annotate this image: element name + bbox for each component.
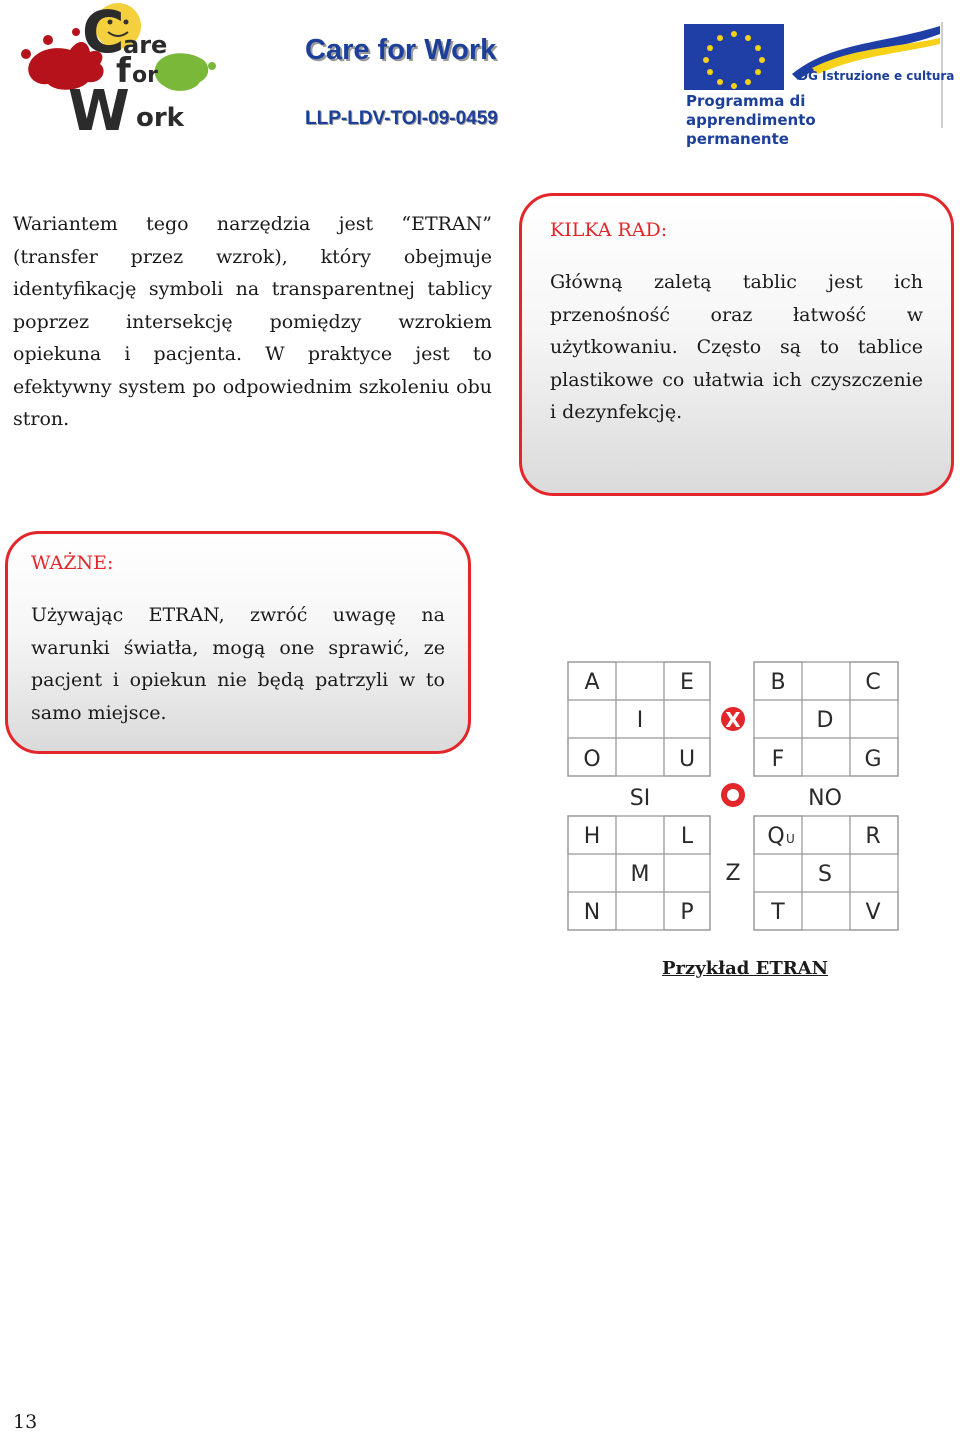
etran-letter: I [636,708,644,733]
etran-o-marker-icon [724,786,742,804]
header-title: Care for Work [305,34,497,66]
page-number: 13 [13,1411,38,1433]
etran-letter: A [584,670,600,695]
care-for-work-logo [18,0,218,140]
tips-heading: KILKA RAD: [550,219,668,241]
intro-paragraph: Wariantem tego narzędzia jest “ETRAN” (transfer przez wzrok), który obejmuje identyfikację symboli na transparentnej tablicy poprzez intersekcję pomiędzy wzrokiem opiekuna i pacjenta. W praktyce jest to efektywny system po odpowiednim szkoleniu obu stron. [13,213,492,430]
important-heading: WAŻNE: [31,552,114,574]
logo-letter-f: f [116,51,131,91]
project-code: LLP-LDV-TOI-09-0459 [305,108,498,129]
etran-board [566,660,904,932]
programme-line-1: Programma di apprendimento [686,92,816,129]
figure-caption: Przykład ETRAN [662,958,829,979]
programme-line-2: permanente [686,130,789,148]
etran-letter: R [865,824,881,849]
etran-letter: M [630,862,650,887]
etran-letter: T [771,900,785,925]
logo-text-or: or [132,63,158,88]
logo-text-are: are [123,31,168,59]
logo-letter-w: W [68,79,130,140]
etran-letter: Z [725,861,741,886]
etran-letter: Q [767,824,785,849]
logo-letter-c: C [82,0,125,66]
etran-letter: G [864,747,882,772]
etran-letter: V [865,900,881,925]
etran-letter: D [816,708,834,733]
etran-letter-subscript: U [786,832,795,846]
etran-letter: P [680,900,694,925]
important-text: Używając ETRAN, zwróć uwagę na warunki światła, mogą one sprawić, ze pacjent i opiekun nie będą patrzyli w to samo miejsce. [31,604,445,724]
etran-letter: F [771,747,785,772]
etran-letter: S [818,862,832,887]
etran-letter: O [583,747,601,772]
etran-letter: L [680,824,694,849]
etran-no-label: NO [808,786,842,811]
etran-letter: N [583,900,601,925]
eu-department-label: DG Istruzione e cultura [798,69,955,83]
etran-yes-label: SI [629,786,651,811]
logo-text-ork: ork [136,103,184,133]
programme-label [686,92,936,149]
etran-letter: B [770,670,786,695]
etran-letter: U [678,747,696,772]
tips-text: Główną zaletą tablic jest ich przenośność oraz łatwość w użytkowaniu. Często są to tablice plastikowe co ułatwia ich czyszczenie i dezynfekcję. [550,271,923,423]
etran-letter: H [583,824,601,849]
etran-x-label: X [725,708,741,732]
etran-letter: E [680,670,694,695]
etran-letter: C [865,670,881,695]
